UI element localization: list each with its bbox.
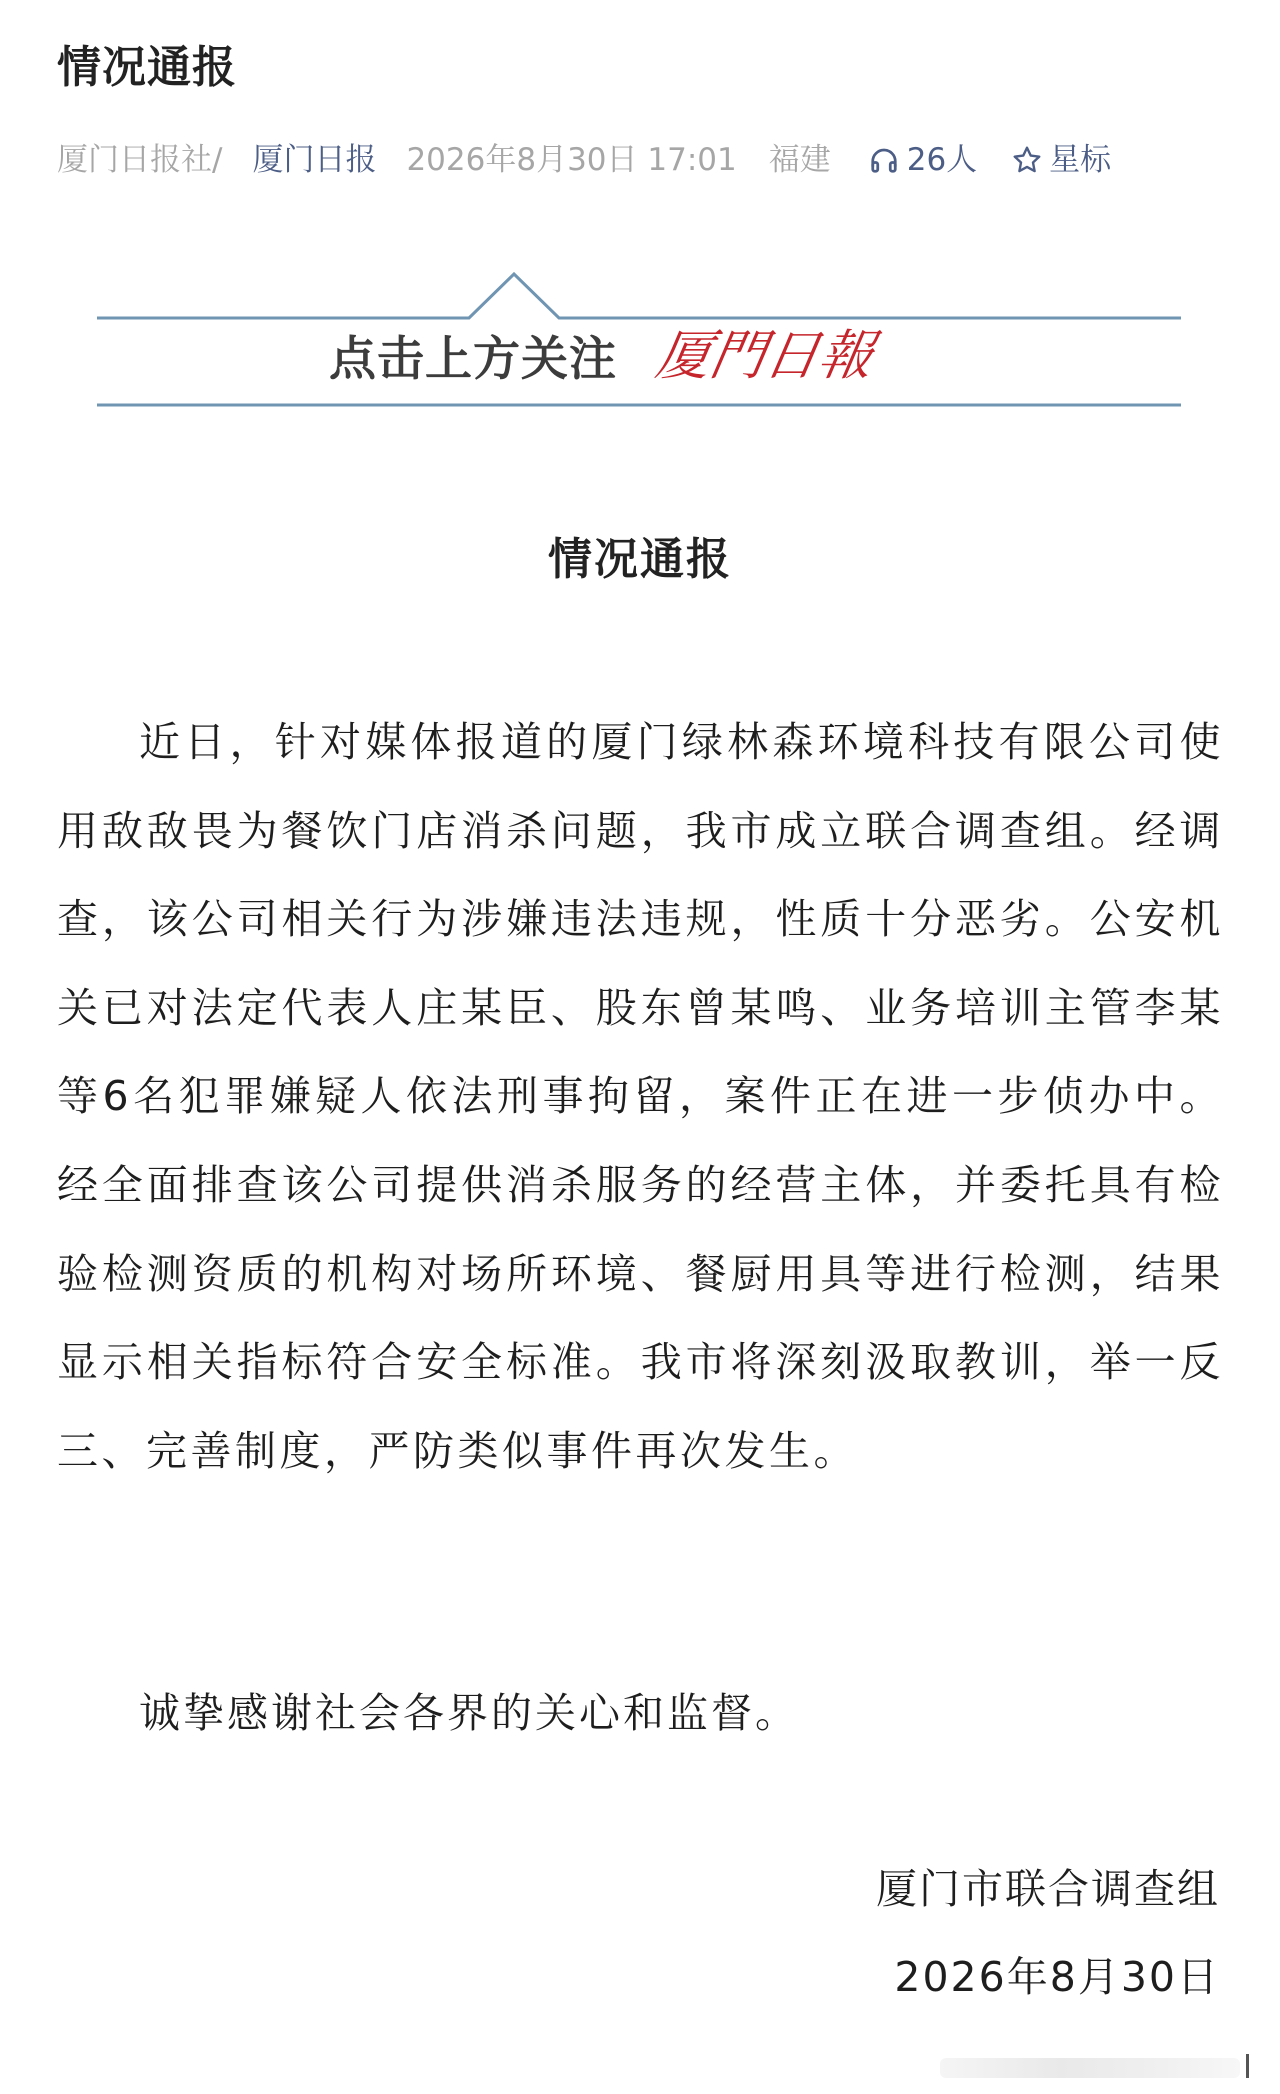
star-button[interactable]	[1011, 138, 1111, 182]
follow-banner[interactable]	[97, 268, 1181, 420]
notice-thanks: 诚挚感谢社会各界的关心和监督。	[139, 1689, 799, 1737]
page-title: 情况通报	[57, 42, 237, 93]
signature-date: 2026年8月30日	[894, 1953, 1220, 2001]
text-cursor	[1246, 2054, 1249, 2078]
listen-count-label: 26人	[906, 142, 978, 178]
meta-organization[interactable]: 厦门日报社/	[57, 142, 223, 178]
meta-region: 福建	[768, 142, 831, 178]
star-outline-icon	[1011, 144, 1043, 176]
star-label: 星标	[1049, 142, 1112, 178]
blurred-comment-area	[940, 2058, 1240, 2078]
bottom-comment-bar[interactable]	[940, 2052, 1260, 2082]
xiamen-daily-logo: 厦門日報	[651, 324, 879, 387]
notice-title: 情况通报	[548, 534, 732, 585]
listen-count[interactable]	[869, 138, 977, 182]
banner-follow-text: 点击上方关注	[329, 332, 617, 387]
signature-organization: 厦门市联合调查组	[876, 1865, 1220, 1913]
notice-signature	[876, 1845, 1220, 2021]
meta-datetime: 2026年8月30日 17:01	[406, 142, 737, 178]
banner-frame	[97, 268, 1181, 420]
article-meta	[57, 138, 1111, 182]
meta-account-link[interactable]: 厦门日报	[252, 142, 377, 178]
notice-body: 近日，针对媒体报道的厦门绿林森环境科技有限公司使用敌敌畏为餐饮门店消杀问题，我市成立联合调查组。经调查，该公司相关行为涉嫌违法违规，性质十分恶劣。公安机关已对法定代表人庄某臣、股东曾某鸣、业务培训主管李某等6名犯罪嫌疑人依法刑事拘留，案件正在进一步侦办中。经全面排查该公司提供消杀服务的经营主体，并委托具有检验检测资质的机构对场所环境、餐厨用具等进行检测，结果显示相关指标符合安全标准。我市将深刻汲取教训，举一反三、完善制度，严防类似事件再次发生。	[57, 718, 1224, 1475]
headphones-icon	[869, 145, 899, 175]
